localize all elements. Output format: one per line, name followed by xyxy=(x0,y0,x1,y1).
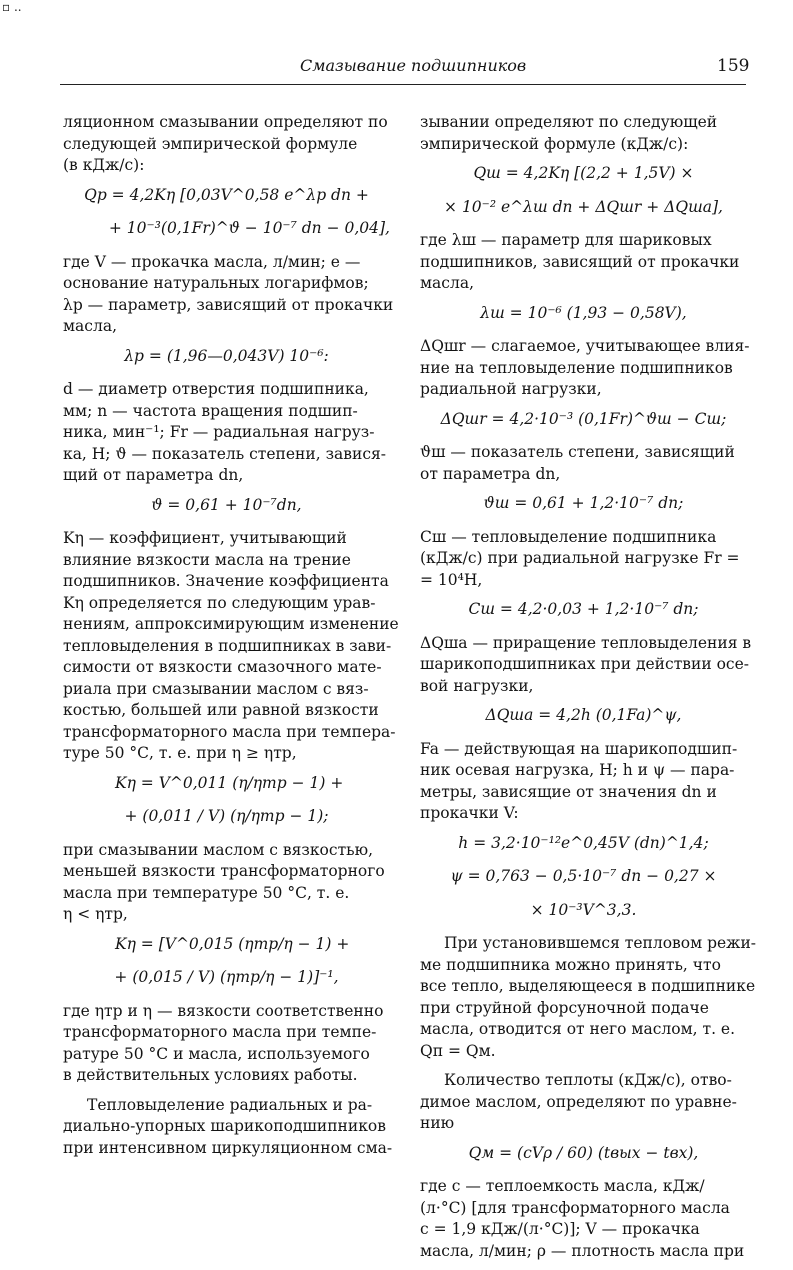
paragraph xyxy=(420,739,747,825)
formula: ϑ = 0,61 + 10⁻⁷dn, xyxy=(151,495,302,514)
formula: Qр = 4,2Kη [0,03V^0,58 e^λp dn + xyxy=(84,185,369,204)
formula: h = 3,2·10⁻¹²e^0,45V (dn)^1,4; xyxy=(458,833,709,852)
text-line: ϑш — показатель степени, зависящий xyxy=(420,443,735,461)
formula: + 10⁻³(0,1Fr)^ϑ − 10⁻⁷ dn − 0,04], xyxy=(108,219,390,237)
formula: Qм = (cVρ / 60) (tвых − tвх), xyxy=(468,1143,699,1162)
formula: + (0,011 / V) (η/ηтр − 1); xyxy=(124,807,329,825)
text-line: ΔQшa — приращение тепловыделения в xyxy=(420,633,752,652)
paragraph xyxy=(63,1095,393,1160)
text-line: масла, xyxy=(420,274,474,292)
text-line: где c — теплоемкость масла, кДж/ xyxy=(420,1177,705,1195)
text-line: (кДж/с) при радиальной нагрузке Fr = xyxy=(420,549,740,567)
text-line: основание натуральных логарифмов; xyxy=(63,274,369,292)
text-line: (в кДж/с): xyxy=(63,156,145,174)
paragraph xyxy=(63,252,394,338)
text-line: зывании определяют по следующей xyxy=(420,113,718,131)
text-line: = 10⁴Н, xyxy=(420,570,483,589)
paragraph xyxy=(420,1176,747,1262)
text-line: эмпирической формуле (кДж/с): xyxy=(420,134,689,153)
running-title: Смазывание подшипников xyxy=(300,56,527,75)
text-line: ме подшипника можно принять, что xyxy=(420,955,721,974)
text-line: При установившемся тепловом режи- xyxy=(444,934,757,952)
formula: + (0,015 / V) (ηтр/η − 1)]⁻¹, xyxy=(114,968,339,986)
paragraph xyxy=(63,528,399,765)
formula: ψ = 0,763 − 0,5·10⁻⁷ dn − 0,27 × xyxy=(450,867,717,885)
formula: λш = 10⁻⁶ (1,93 − 0,58V), xyxy=(480,303,687,322)
text-line: где ηтр и η — вязкости соответственно xyxy=(63,1001,384,1020)
header-rule xyxy=(60,84,746,85)
text-line: масла, л/мин; ρ — плотность масла при xyxy=(420,1241,745,1260)
text-line: (л·°С) [для трансформаторного масла xyxy=(420,1198,730,1217)
paragraph xyxy=(420,527,747,592)
formula: ΔQшa = 4,2h (0,1Fa)^ψ, xyxy=(485,706,682,724)
right-column xyxy=(420,112,757,1270)
text-line: Qп = Qм. xyxy=(420,1041,496,1060)
text-line: вой нагрузки, xyxy=(420,676,534,695)
text-line: все тепло, выделяющееся в подшипнике xyxy=(420,977,756,995)
formula: Kη = V^0,011 (η/ηтр − 1) + xyxy=(115,773,344,792)
text-line: мм; n — частота вращения подшип- xyxy=(63,401,358,420)
formula: λp = (1,96—0,043V) 10⁻⁶: xyxy=(124,346,329,365)
page-number: 159 xyxy=(717,56,750,76)
paragraph xyxy=(420,230,747,295)
text-line: следующей эмпирической формуле xyxy=(63,134,358,153)
text-line: нениям, аппроксимирующим изменение xyxy=(63,615,399,633)
text-line: где V — прокачка масла, л/мин; e — xyxy=(63,252,361,271)
paragraph xyxy=(420,933,757,1062)
text-line: туре 50 °С, т. е. при η ≥ ηтр, xyxy=(63,744,297,762)
text-line: λp — параметр, зависящий от прокачки xyxy=(63,295,394,314)
text-line: при струйной форсуночной подаче xyxy=(420,998,709,1017)
formula: × 10⁻³V^3,3. xyxy=(530,900,637,919)
text-line: риала при смазывании маслом с вяз- xyxy=(63,679,369,698)
text-line: Тепловыделение радиальных и ра- xyxy=(87,1095,373,1114)
text-line: ка, Н; ϑ — показатель степени, завися- xyxy=(63,444,387,463)
text-line: ника, мин⁻¹; Fr — радиальная нагруз- xyxy=(63,423,375,441)
paragraph xyxy=(420,1070,747,1135)
text-line: шарикоподшипниках при действии осе- xyxy=(420,655,750,673)
formula: × 10⁻² e^λш dn + ΔQшr + ΔQшa], xyxy=(444,197,723,216)
text-line: прокачки V: xyxy=(420,804,519,822)
text-line: масла, отводится от него маслом, т. е. xyxy=(420,1020,736,1038)
text-line: подшипников. Значение коэффициента xyxy=(63,572,389,590)
text-line: ляционном смазывании определяют по xyxy=(63,113,388,131)
text-line: костью, большей или равной вязкости xyxy=(63,701,379,719)
paragraph xyxy=(63,1001,390,1087)
text-line: меньшей вязкости трансформаторного xyxy=(63,862,385,880)
formula: ΔQшr = 4,2·10⁻³ (0,1Fr)^ϑш − Cш; xyxy=(440,409,727,428)
text-line: от параметра dn, xyxy=(420,464,561,483)
text-line: метры, зависящие от значения dn и xyxy=(420,782,717,801)
paragraph xyxy=(420,336,750,401)
formula: Сш = 4,2·0,03 + 1,2·10⁻⁷ dn; xyxy=(468,600,699,618)
text-line: димое маслом, определяют по уравне- xyxy=(420,1092,737,1111)
text-line: масла при температуре 50 °С, т. е. xyxy=(63,883,350,902)
text-line: Сш — тепловыделение подшипника xyxy=(420,527,717,546)
paragraph xyxy=(63,379,390,487)
text-line: трансформаторного масла при темпера- xyxy=(63,722,396,741)
text-line: влияние вязкости масла на трение xyxy=(63,550,351,569)
text-line: c = 1,9 кДж/(л·°С)]; V — прокачка xyxy=(420,1220,700,1238)
text-line: симости от вязкости смазочного мате- xyxy=(63,658,382,676)
text-line: где λш — параметр для шариковых xyxy=(420,231,712,249)
text-line: η < ηтр, xyxy=(63,905,128,923)
text-line: при интенсивном циркуляционном сма- xyxy=(63,1138,393,1157)
text-line: нию xyxy=(420,1114,455,1132)
text-line: масла, xyxy=(63,317,117,335)
paragraph xyxy=(420,112,747,155)
text-line: тепловыделения в подшипниках в зави- xyxy=(63,636,392,655)
text-line: ник осевая нагрузка, Н; h и ψ — пара- xyxy=(420,761,735,779)
text-line: в действительных условиях работы. xyxy=(63,1066,358,1084)
text-line: Fa — действующая на шарикоподшип- xyxy=(420,739,738,758)
text-line: диально-упорных шарикоподшипников xyxy=(63,1117,386,1135)
text-line: радиальной нагрузки, xyxy=(420,380,602,398)
formula: Kη = [V^0,015 (ηтр/η − 1) + xyxy=(115,934,350,953)
paragraph xyxy=(420,633,752,698)
corner-mark: ▫ .. xyxy=(2,0,22,14)
text-line: при смазывании маслом с вязкостью, xyxy=(63,840,374,859)
paragraph xyxy=(63,112,390,177)
paragraph xyxy=(420,442,747,485)
left-column xyxy=(63,112,399,1167)
text-line: Kη — коэффициент, учитывающий xyxy=(63,529,347,547)
paragraph xyxy=(63,840,390,926)
formula: Qш = 4,2Kη [(2,2 + 1,5V) × xyxy=(473,164,694,182)
formula: ϑш = 0,61 + 1,2·10⁻⁷ dn; xyxy=(483,494,684,512)
text-line: подшипников, зависящий от прокачки xyxy=(420,252,740,271)
text-line: Количество теплоты (кДж/с), отво- xyxy=(444,1071,732,1089)
text-line: Kη определяется по следующим урав- xyxy=(63,593,376,612)
text-line: ΔQшr — слагаемое, учитывающее влия- xyxy=(420,337,750,355)
text-line: ние на тепловыделение подшипников xyxy=(420,358,733,377)
text-line: ратуре 50 °С и масла, используемого xyxy=(63,1044,370,1063)
text-line: d — диаметр отверстия подшипника, xyxy=(63,380,369,398)
text-line: трансформаторного масла при темпе- xyxy=(63,1023,377,1041)
text-line: щий от параметра dn, xyxy=(63,466,244,484)
